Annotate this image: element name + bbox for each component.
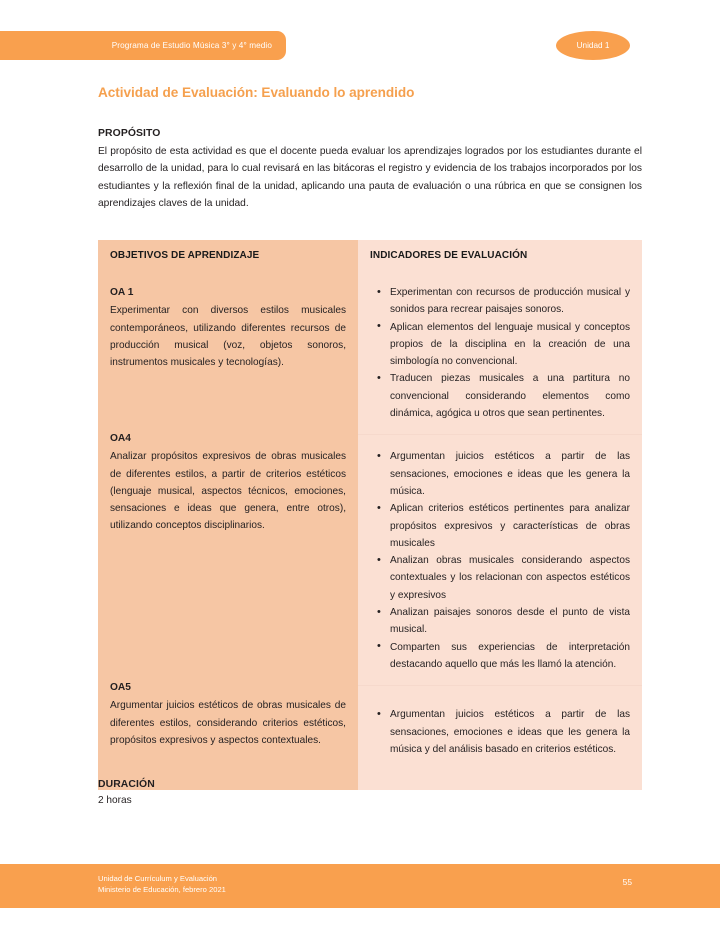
unit-badge xyxy=(556,31,630,60)
indicators-column xyxy=(358,240,642,790)
page-header xyxy=(0,0,720,78)
duration-value: 2 horas xyxy=(98,795,132,806)
indicator-list xyxy=(370,448,630,673)
program-title-label: Programa de Estudio Música 3° y 4° medio xyxy=(111,41,272,50)
purpose-heading: PROPÓSITO xyxy=(98,128,161,139)
oa-code: OA4 xyxy=(110,433,131,444)
list-item: • Experimentan con recursos de producción musical y sonidos para recrear paisajes sonoros. xyxy=(390,284,630,319)
indicator-list xyxy=(370,706,630,758)
footer-line-2: Ministerio de Educación, febrero 2021 xyxy=(98,885,226,895)
indicators-column-header: INDICADORES DE EVALUACIÓN xyxy=(370,250,528,261)
list-item: • Comparten sus experiencias de interpretación destacando aquello que más les llamó la atención. xyxy=(390,639,630,674)
table-row xyxy=(98,417,358,665)
page-footer xyxy=(0,864,720,932)
objectives-indicators-table xyxy=(98,240,642,790)
unit-badge-label: Unidad 1 xyxy=(576,41,610,50)
footer-organization xyxy=(98,873,226,896)
footer-line-1: Unidad de Currículum y Evaluación xyxy=(98,874,218,883)
duration-section xyxy=(98,779,155,808)
list-item: • Analizan paisajes sonoros desde el punto de vista musical. xyxy=(390,604,630,639)
page-number: 55 xyxy=(622,877,632,887)
list-item: • Aplican elementos del lenguaje musical y conceptos propios de la disciplina en la creación de una simbología no convencional. xyxy=(390,319,630,371)
purpose-section xyxy=(98,128,642,213)
objectives-column xyxy=(98,240,358,790)
list-item: • Argumentan juicios estéticos a partir de las sensaciones, emociones e ideas que les genera la música. xyxy=(390,448,630,500)
oa-description: Analizar propósitos expresivos de obras musicales de diferentes estilos, a partir de criterios estéticos (lenguaje musical, aspectos técnicos, emociones, sensaciones e ideas que genera, entre otros), utilizando conceptos disciplinarios. xyxy=(110,451,346,532)
duration-heading: DURACIÓN xyxy=(98,779,155,790)
list-item: • Traducen piezas musicales a una partitura no convencional considerando elementos como dinámica, agógica u otros que sean pertinentes. xyxy=(390,370,630,422)
indicator-list xyxy=(370,284,630,422)
table-row xyxy=(358,271,642,434)
purpose-paragraph: El propósito de esta actividad es que el docente pueda evaluar los aprendizajes logrados por los estudiantes durante el desarrollo de la unidad, para lo cual revisará en las bitácoras el registro y evidencia de los trabajos incorporados por los estudiantes y la reflexión final de la unidad, aplicando una pauta de evaluación o una rúbrica en que se consignen los aprendizajes claves de la unidad. xyxy=(98,146,642,210)
oa-code: OA 1 xyxy=(110,287,134,298)
table-row xyxy=(358,686,642,790)
table-row xyxy=(98,666,358,770)
page-title: Actividad de Evaluación: Evaluando lo aprendido xyxy=(98,85,415,100)
list-item: • Argumentan juicios estéticos a partir de las sensaciones, emociones e ideas que les genera la música y del análisis basado en criterios estéticos. xyxy=(390,706,630,758)
footer-band xyxy=(0,864,720,908)
table-row xyxy=(358,435,642,685)
list-item: • Aplican criterios estéticos pertinentes para analizar propósitos expresivos y características de obras musicales xyxy=(390,500,630,552)
oa-code: OA5 xyxy=(110,682,131,693)
program-title-bar xyxy=(0,31,286,60)
table-row xyxy=(98,271,358,416)
oa-description: Argumentar juicios estéticos de obras musicales de diferentes estilos, considerando criterios estéticos, propósitos expresivos y aspectos contextuales. xyxy=(110,700,346,746)
oa-description: Experimentar con diversos estilos musicales contemporáneos, utilizando diferentes recursos de producción musical (voz, objetos sonoros, instrumentos musicales y tecnologías). xyxy=(110,305,346,369)
objectives-column-header: OBJETIVOS DE APRENDIZAJE xyxy=(110,250,260,261)
list-item: • Analizan obras musicales considerando aspectos contextuales y los relacionan con aspectos estéticos y expresivos xyxy=(390,552,630,604)
